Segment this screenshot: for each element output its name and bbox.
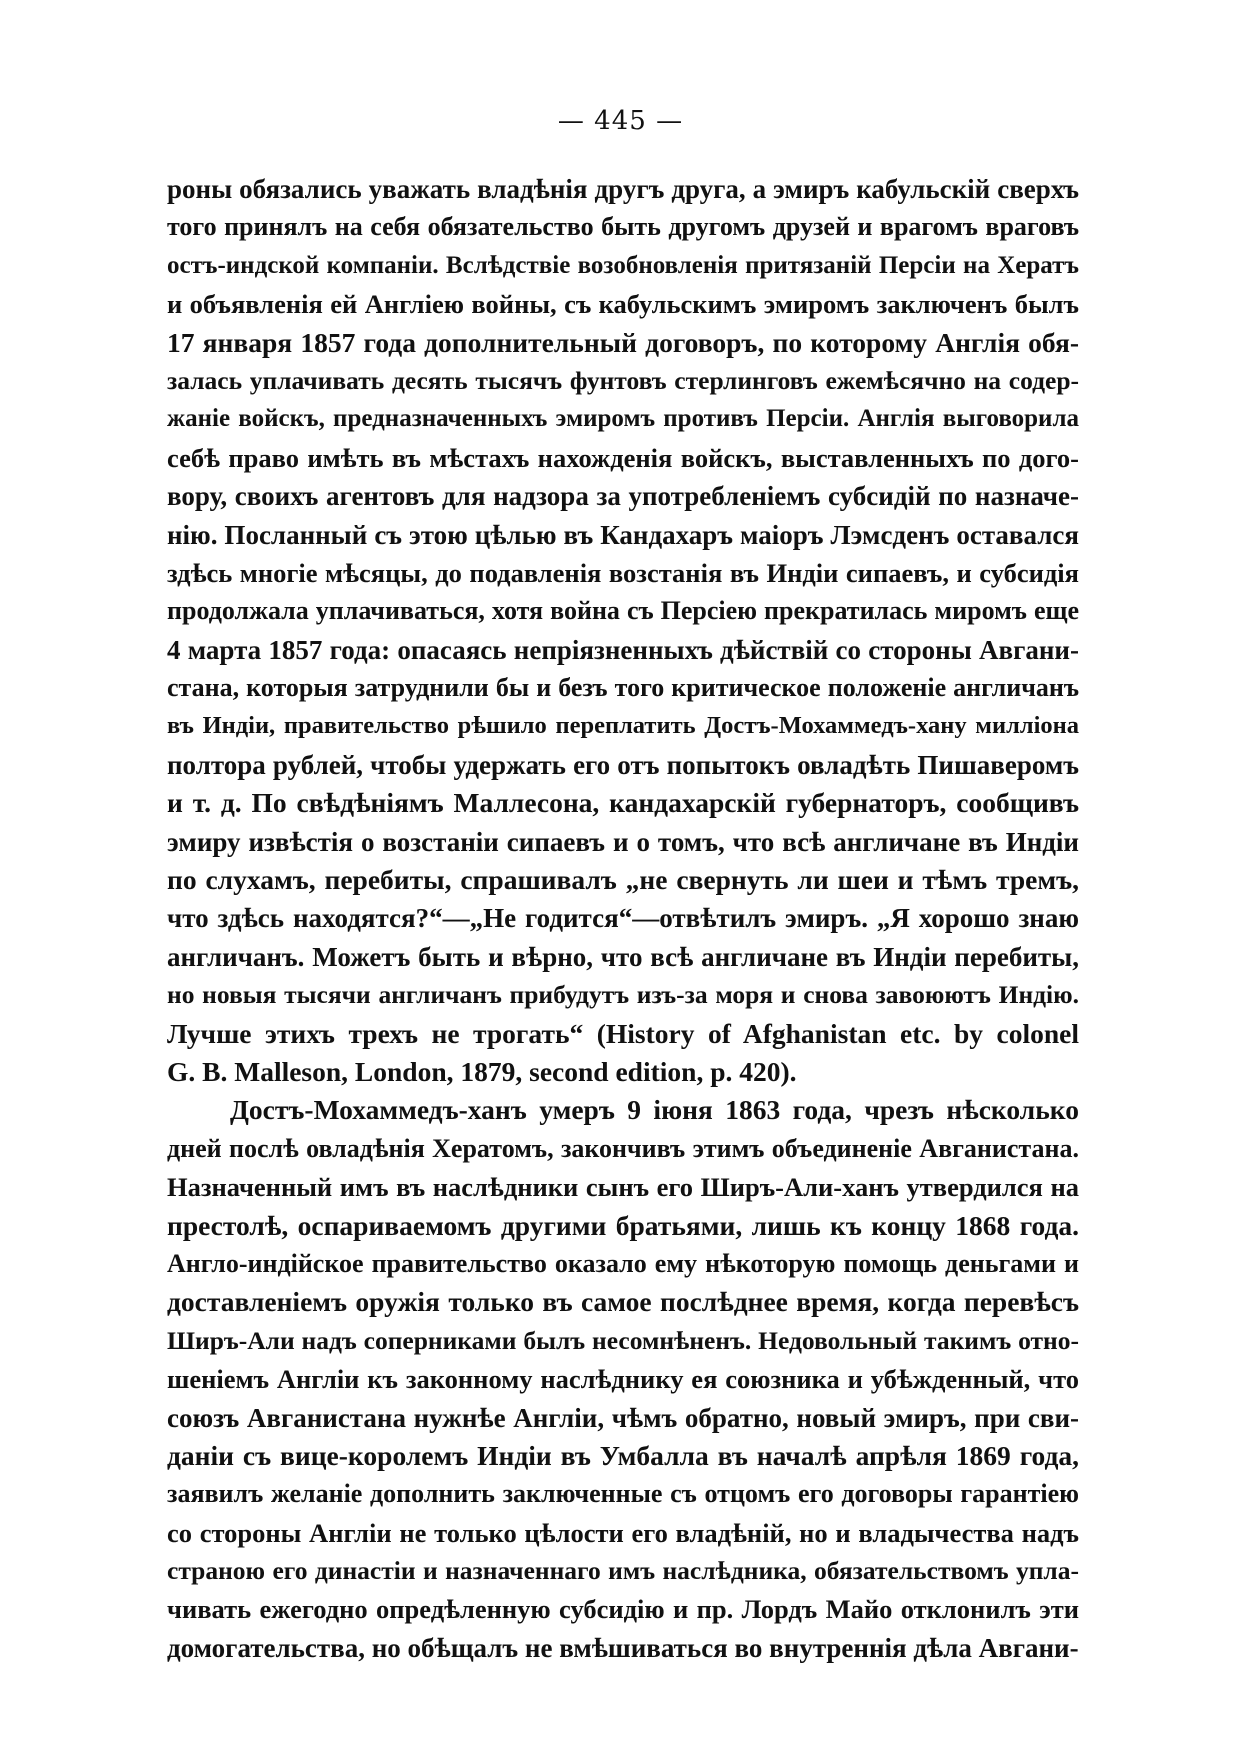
- text-line: 4 марта 1857 года: опасаясь непріязненныхъ дѣйствій со стороны Авгани-: [167, 634, 1079, 665]
- text-line: и объявленія ей Англіею войны, съ кабульскимъ эмиромъ заключенъ былъ: [167, 289, 1079, 320]
- text-line: даніи съ вице-королемъ Индіи въ Умбалла въ началѣ апрѣля 1869 года,: [167, 1439, 1079, 1471]
- text-line: Лучше этихъ трехъ не трогать“ (History of Afghanistan etc. by colonel: [167, 1017, 1079, 1049]
- text-line: шеніемъ Англіи къ законному наслѣднику ея союзника и убѣжденный, что: [167, 1364, 1079, 1395]
- text-line: но новыя тысячи англичанъ прибудутъ изъ-за моря и снова завоюютъ Индію.: [167, 980, 1079, 1010]
- text-line: страною его династіи и назначеннаго имъ наслѣдника, обязательствомъ упла-: [167, 1556, 1079, 1586]
- text-line: чивать ежегодно опредѣленную субсидію и пр. Лордъ Майо отклонилъ эти: [167, 1594, 1079, 1625]
- text-line: Достъ-Мохаммедъ-ханъ умеръ 9 іюня 1863 года, чрезъ нѣсколько: [230, 1094, 1079, 1126]
- body-text: [167, 170, 1079, 1667]
- text-line: вору, своихъ агентовъ для надзора за употребленіемъ субсидій по назначе-: [167, 481, 1079, 512]
- text-line: здѣсь многіе мѣсяцы, до подавленія возстанія въ Индіи сипаевъ, и субсидія: [167, 557, 1079, 588]
- text-line: Ширъ-Али надъ соперниками былъ несомнѣненъ. Недовольный такимъ отно-: [167, 1325, 1079, 1355]
- text-line: 17 января 1857 года дополнительный договоръ, по которому Англія обя-: [167, 326, 1079, 358]
- paragraph: [167, 170, 1079, 1091]
- text-line: Англо-индійское правительство оказало ему нѣкоторую помощь деньгами и: [167, 1248, 1079, 1278]
- page-number: — 445 —: [557, 106, 684, 136]
- text-line: заявилъ желаніе дополнить заключенные съ отцомъ его договоры гарантіею: [167, 1479, 1079, 1509]
- text-line: эмиру извѣстія о возстаніи сипаевъ и о томъ, что всѣ англичане въ Индіи: [167, 826, 1079, 857]
- text-line: жаніе войскъ, предназначенныхъ эмиромъ противъ Персіи. Англія выговорила: [167, 405, 1079, 433]
- text-line: въ Индіи, правительство рѣшило переплатить Достъ-Мохаммедъ-хану милліона: [167, 712, 1079, 740]
- text-line: залась уплачивать десять тысячъ фунтовъ стерлинговъ ежемѣсячно на содер-: [167, 365, 1079, 395]
- text-line: что здѣсь находятся?“—„Не годится“—отвѣтилъ эмиръ. „Я хорошо знаю: [167, 903, 1079, 934]
- text-line: себѣ право имѣть въ мѣстахъ нахожденія войскъ, выставленныхъ по дого-: [167, 442, 1079, 473]
- text-line: нію. Посланный съ этою цѣлью въ Кандахаръ маіоръ Лэмсденъ оставался: [167, 519, 1079, 550]
- text-line: роны обязались уважать владѣнія другъ друга, а эмиръ кабульскій сверхъ: [167, 174, 1079, 204]
- text-line: остъ-индской компаніи. Вслѣдствіе возобновленія притязаній Персіи на Хератъ: [167, 251, 1079, 279]
- text-line: со стороны Англіи не только цѣлости его владѣній, но и владычества надъ: [167, 1517, 1079, 1548]
- text-line: G. B. Malleson, London, 1879, second edition, p. 420).: [167, 1055, 797, 1087]
- text-line: англичанъ. Можетъ быть и вѣрно, что всѣ англичане въ Индіи перебиты,: [167, 941, 1079, 972]
- text-line: престолѣ, оспариваемомъ другими братьями, лишь къ концу 1868 года.: [167, 1209, 1079, 1241]
- text-line: полтора рублей, чтобы удержать его отъ попытокъ овладѣть Пишаверомъ: [167, 749, 1079, 780]
- text-line: того принялъ на себя обязательство быть другомъ друзей и врагомъ враговъ: [167, 212, 1079, 242]
- text-line: Назначенный имъ въ наслѣдники сынъ его Ширъ-Али-ханъ утвердился на: [167, 1172, 1079, 1203]
- text-line: по слухамъ, перебиты, спрашивалъ „не свернуть ли шеи и тѣмъ тремъ,: [167, 864, 1079, 896]
- text-line: доставленіемъ оружія только въ самое послѣднее время, когда перевѣсъ: [167, 1286, 1079, 1318]
- text-line: домогательства, но обѣщалъ не вмѣшиваться во внутреннія дѣла Авгани-: [167, 1632, 1079, 1663]
- text-line: стана, которыя затруднили бы и безъ того критическое положеніе англичанъ: [167, 673, 1079, 703]
- paragraph: [167, 1091, 1079, 1667]
- text-line: продолжала уплачиваться, хотя война съ Персіею прекратилась миромъ еще: [167, 596, 1079, 626]
- text-line: и т. д. По свѣдѣніямъ Маллесона, кандахарскій губернаторъ, сообщивъ: [167, 787, 1079, 819]
- text-line: дней послѣ овладѣнія Хератомъ, закончивъ этимъ объединеніе Авганистана.: [167, 1133, 1079, 1163]
- text-line: союзъ Авганистана нужнѣе Англіи, чѣмъ обратно, новый эмиръ, при сви-: [167, 1402, 1079, 1433]
